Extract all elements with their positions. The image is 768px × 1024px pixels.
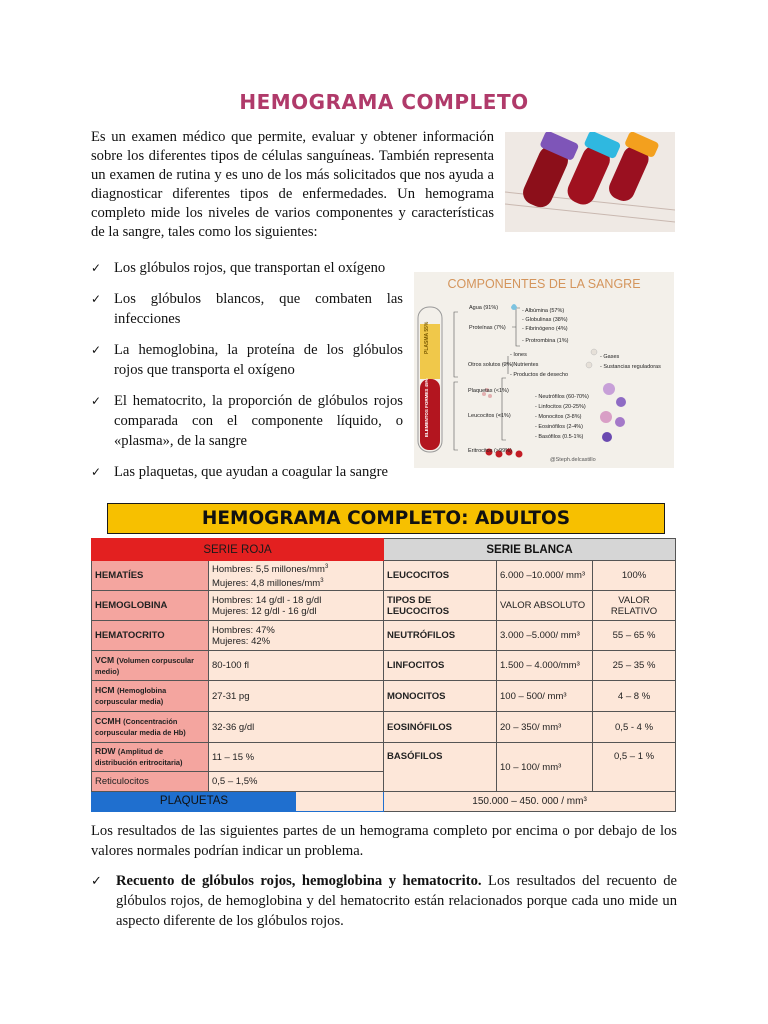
table-cell (92, 792, 384, 812)
table-cell: 20 – 350/ mm³ (497, 712, 593, 743)
table-cell (92, 712, 209, 743)
checkmark-icon: ✓ (91, 394, 102, 408)
table-cell: 3.000 –5.000/ mm³ (497, 621, 593, 651)
row-label: HCM (95, 685, 115, 695)
eritrocitos-label: Eritrocitos (>99%) (468, 448, 512, 454)
leucocitos-label: Leucocitos (<1%) (468, 413, 511, 419)
otros-solutos-label: Otros solutos (2%) (468, 362, 514, 368)
row-label-detail: (Amplitud de distribución eritrocitaria) (95, 747, 183, 767)
otros-item: - Sustancias reguladoras (600, 364, 661, 370)
table-cell: 0,5 – 1,5% (209, 772, 384, 792)
table-cell: VALOR RELATIVO (593, 591, 676, 621)
checkmark-icon: ✓ (91, 873, 102, 888)
table-cell: EOSINÓFILOS (384, 712, 497, 743)
blood-tubes-photo (505, 132, 675, 232)
list-item: ✓ El hematocrito, la proporción de glóbulos rojos comparada con el componente líquido, o «plasma», de la sangre (91, 393, 403, 449)
infographic-title: COMPONENTES DE LA SANGRE (447, 277, 641, 291)
row-label-detail: (Hemoglobina corpuscular media) (95, 686, 167, 706)
table-cell: BASÓFILOS (384, 743, 497, 792)
table-cell: MONOCITOS (384, 681, 497, 712)
leucocito-item: - Basófilos (0.5-1%) (535, 434, 584, 440)
table-cell: 1.500 – 4.000/mm³ (497, 651, 593, 681)
list-item: ✓ Los glóbulos rojos, que transportan el oxígeno (91, 260, 386, 276)
proteinas-item: - Protrombina (1%) (522, 338, 569, 344)
proteinas-label: Proteínas (7%) (469, 325, 506, 331)
list-item: ✓ La hemoglobina, la proteína de los glóbulos rojos que transporta el oxígeno (91, 342, 403, 378)
table-cell: Reticulocitos (92, 772, 209, 792)
table-cell: 4 – 8 % (593, 681, 676, 712)
item-heading: Recuento de glóbulos rojos, hemoglobina y hematocrito. (116, 873, 482, 889)
page-title: HEMOGRAMA COMPLETO (239, 90, 529, 114)
serie-roja-header: SERIE ROJA (92, 539, 384, 561)
row-label-detail: (Concentración corpuscular media de Hb) (95, 717, 186, 737)
table-cell: TIPOS DE LEUCOCITOS (384, 591, 497, 621)
list-item: ✓ Los glóbulos blancos, que combaten las infecciones (91, 291, 403, 327)
plaquetas-label: Plaquetas (<1%) (468, 388, 509, 394)
row-label: VCM (95, 654, 115, 665)
components-list (91, 258, 403, 493)
table-cell: 27-31 pg (209, 681, 384, 712)
intro-paragraph: Es un examen médico que permite, evaluar y obtener información sobre los diferentes tipos de células sanguíneas. También representa un examen de rutina y es uno de los más solicitados que nos ayuda a diagnosticar diferentes tipos de enfermedades. Un hemograma completo mide los niveles de varios componentes y características de la sangre, tales como los siguientes: (91, 129, 494, 240)
checkmark-icon: ✓ (91, 261, 102, 275)
otros-item: - Gases (600, 354, 620, 360)
otros-item: - Productos de desecho (510, 372, 569, 378)
table-cell: LINFOCITOS (384, 651, 497, 681)
plaquetas-label: PLAQUETAS (92, 792, 296, 811)
leucocito-item: - Monocitos (3-8%) (535, 414, 582, 420)
table-cell (92, 743, 209, 772)
table-cell: 10 – 100/ mm³ (497, 743, 593, 792)
agua-label: Agua (91%) (469, 305, 499, 311)
proteinas-item: - Globulinas (38%) (522, 317, 568, 323)
table-cell: HEMOGLOBINA (92, 591, 209, 621)
table-cell: VALOR ABSOLUTO (497, 591, 593, 621)
list-item (91, 871, 677, 931)
value-line-1: Hombres: 5,5 millones/$mm^3$ (212, 564, 329, 576)
blood-components-infographic (414, 272, 674, 468)
row-label: CCMH (95, 716, 121, 726)
checkmark-icon: ✓ (91, 465, 102, 479)
checkmark-icon: ✓ (91, 343, 102, 357)
table-cell: 32-36 g/dl (209, 712, 384, 743)
table-cell: NEUTRÓFILOS (384, 621, 497, 651)
leucocito-item: - Linfocitos (20-25%) (535, 404, 586, 410)
table-cell: 0,5 – 1 % (593, 743, 676, 792)
table-cell: 100% (593, 561, 676, 591)
serie-blanca-header: SERIE BLANCA (384, 539, 676, 561)
row-label: RDW (95, 746, 116, 756)
table-cell: 6.000 –10.000/ mm³ (497, 561, 593, 591)
otros-item: - Nutrientes (510, 362, 539, 368)
value-line-2: Mujeres: 4,8 millones/$mm^3$ (212, 577, 324, 589)
row-label-detail: (Volumen corpuscular medio) (95, 655, 194, 676)
proteinas-item: - Fibrinógeno (4%) (522, 326, 568, 332)
table-banner: HEMOGRAMA COMPLETO: ADULTOS (107, 503, 665, 534)
table-cell: HEMATOCRITO (92, 621, 209, 651)
table-cell (209, 561, 384, 591)
table-cell: 0,5 - 4 % (593, 712, 676, 743)
otros-item: - Iones (510, 352, 527, 358)
table-cell: Hombres: 47% Mujeres: 42% (209, 621, 384, 651)
leucocito-item: - Eosinófilos (2-4%) (535, 424, 583, 430)
infographic-credit: @Steph.delcastillo (550, 457, 596, 463)
plasma-label: PLASMA 55% (424, 321, 430, 354)
elements-label: ELEMENTOS FORMES 45% (424, 378, 429, 437)
table-cell (92, 681, 209, 712)
item-text: Los resultados del recuento de glóbulos rojos, de hemoglobina y del hematocrito están relacionados porque cada uno mide un aspecto diferente de los glóbulos rojos. (116, 873, 677, 929)
table-cell: 11 – 15 % (209, 743, 384, 772)
table-cell: 55 – 65 % (593, 621, 676, 651)
table-cell: HEMATÍES (92, 561, 209, 591)
leucocito-item: - Neutrófilos (60-70%) (535, 394, 589, 400)
results-paragraph: Los resultados de las siguientes partes de un hemograma completo por encima o por debajo de los valores normales podrían indicar un problema. (91, 823, 677, 859)
table-cell: LEUCOCITOS (384, 561, 497, 591)
checkmark-icon: ✓ (91, 292, 102, 306)
table-cell: 80-100 fl (209, 651, 384, 681)
table-cell: 25 – 35 % (593, 651, 676, 681)
list-item: ✓ Las plaquetas, que ayudan a coagular la sangre (91, 464, 388, 480)
proteinas-item: - Albúmina (57%) (522, 308, 565, 314)
table-cell: 100 – 500/ mm³ (497, 681, 593, 712)
table-cell: Hombres: 14 g/dl - 18 g/dl Mujeres: 12 g/dl - 16 g/dl (209, 591, 384, 621)
plaquetas-value: 150.000 – 450. 000 / mm³ (384, 792, 676, 812)
plaquetas-spacer (296, 792, 383, 811)
hemogram-table (91, 538, 676, 812)
table-cell (92, 651, 209, 681)
